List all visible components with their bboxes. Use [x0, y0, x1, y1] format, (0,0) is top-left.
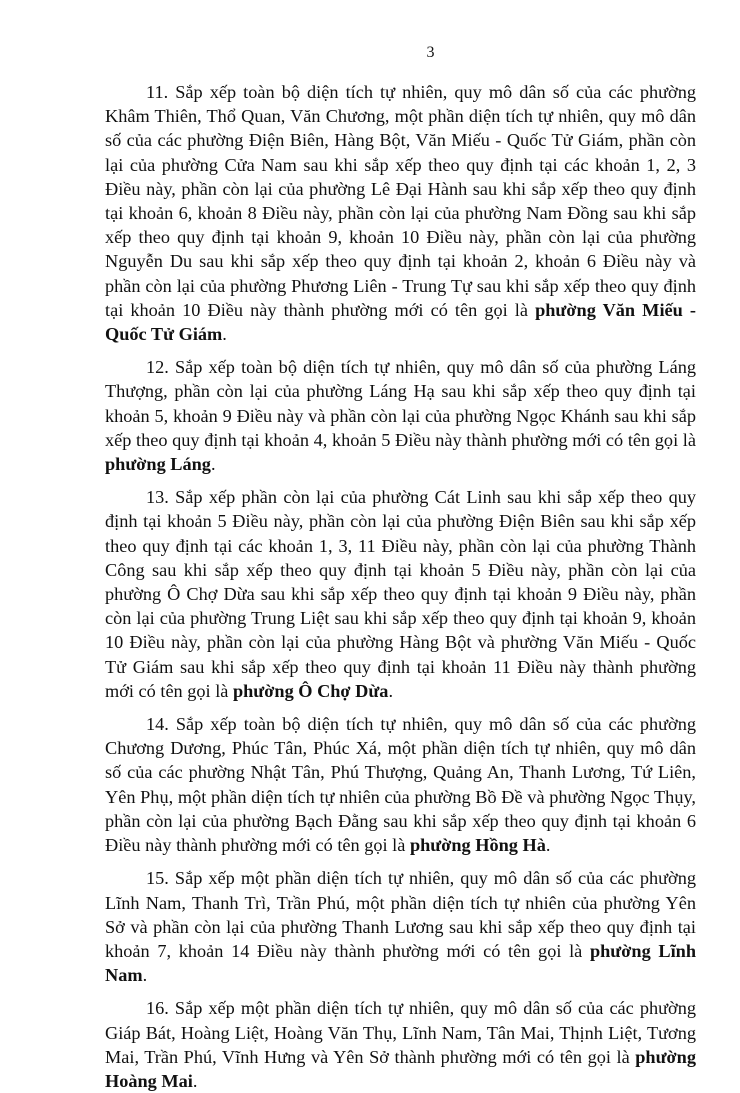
paragraph-text: 15. Sắp xếp một phần diện tích tự nhiên, quy mô dân số của các phường Lĩnh Nam, Thanh Trì, Trần Phú, một phần diện tích tự nhiên của phường Yên Sở và phần còn lại của phường Thanh Lương sau khi sắp xếp theo quy định tại khoản 7, khoản 14 Điều này thành phường mới có tên gọi là — [105, 868, 696, 961]
paragraph-13 — [105, 485, 696, 703]
paragraph-end: . — [210, 454, 216, 475]
ward-name-bold: phường Hoàng Mai — [105, 1046, 696, 1091]
paragraph-12 — [105, 355, 696, 476]
paragraph-end: . — [388, 680, 394, 701]
paragraph-text: 13. Sắp xếp phần còn lại của phường Cát Linh sau khi sắp xếp theo quy định tại khoản 5 Điều này, phần còn lại của phường Điện Biên sau khi sắp xếp theo quy định tại các khoản 1, 3, 11 Điều này, phần còn lại của phường Thành Công sau khi sắp xếp theo quy định tại khoản 5 Điều này, phần còn lại của phường Ô Chợ Dừa sau khi sắp xếp theo quy định tại khoản 9 Điều này, phần còn lại của phường Trung Liệt sau khi sắp xếp theo quy định tại khoản 9, khoản 10 Điều này, phần còn lại của phường Hàng Bột và phường Văn Miếu - Quốc Tử Giám sau khi sắp xếp theo quy định tại khoản 11 Điều này thành phường mới có tên gọi là — [105, 487, 696, 701]
paragraph-end: . — [192, 1070, 198, 1091]
paragraph-11 — [105, 80, 696, 346]
paragraph-end: . — [222, 324, 227, 345]
paragraph-text: 11. Sắp xếp toàn bộ diện tích tự nhiên, quy mô dân số của các phường Khâm Thiên, Thổ Quan, Văn Chương, một phần diện tích tự nhiên, quy mô dân số của các phường Điện Biên, Hàng Bột, Văn Miếu - Quốc Tử Giám, phần còn lại của phường Cửa Nam sau khi sắp xếp theo quy định tại các khoản 1, 2, 3 Điều này, phần còn lại của phường Lê Đại Hành sau khi sắp xếp theo quy định tại khoản 6, khoản 8 Điều này, phần còn lại của phường Nam Đồng sau khi sắp xếp theo quy định tại khoản 9, khoản 10 Điều này, phần còn lại của phường Nguyễn Du sau khi sắp xếp theo quy định tại khoản 2, khoản 6 Điều này và phần còn lại của phường Phương Liên - Trung Tự sau khi sắp xếp theo quy định tại khoản 10 Điều này thành phường mới có tên gọi là — [105, 82, 696, 320]
paragraph-16 — [105, 996, 696, 1093]
paragraph-end: . — [142, 965, 148, 986]
paragraph-15 — [105, 866, 696, 987]
ward-name-bold: phường Lĩnh Nam — [105, 940, 696, 986]
paragraph-text: 16. Sắp xếp một phần diện tích tự nhiên, quy mô dân số của các phường Giáp Bát, Hoàng Liệt, Hoàng Văn Thụ, Lĩnh Nam, Tân Mai, Thịnh Liệt, Tương Mai, Trần Phú, Vĩnh Hưng và Yên Sở thành phường mới có tên gọi là — [105, 998, 696, 1067]
ward-name-bold: phường Hồng Hà — [409, 835, 546, 856]
ward-name-bold: phường Văn Miếu - Quốc Tử Giám — [105, 299, 696, 345]
paragraph-14 — [105, 712, 696, 857]
paragraph-text: 14. Sắp xếp toàn bộ diện tích tự nhiên, quy mô dân số của các phường Chương Dương, Phúc Tân, Phúc Xá, một phần diện tích tự nhiên, quy mô dân số của các phường Nhật Tân, Phú Thượng, Quảng An, Thanh Lương, Tứ Liên, Yên Phụ, một phần diện tích tự nhiên của phường Bồ Đề và phường Ngọc Thụy, phần còn lại của phường Bạch Đằng sau khi sắp xếp theo quy định tại khoản 6 Điều này thành phường mới có tên gọi là — [105, 714, 696, 856]
ward-name-bold: phường Láng — [105, 454, 211, 475]
paragraph-end: . — [545, 835, 551, 856]
ward-name-bold: phường Ô Chợ Dừa — [232, 680, 389, 701]
page-number: 3 — [426, 44, 435, 61]
paragraph-text: 12. Sắp xếp toàn bộ diện tích tự nhiên, quy mô dân số của phường Láng Thượng, phần còn lại của phường Láng Hạ sau khi sắp xếp theo quy định tại khoản 5, khoản 9 Điều này và phần còn lại của phường Ngọc Khánh sau khi sắp xếp theo quy định tại khoản 4, khoản 5 Điều này thành phường mới có tên gọi là — [105, 357, 696, 450]
